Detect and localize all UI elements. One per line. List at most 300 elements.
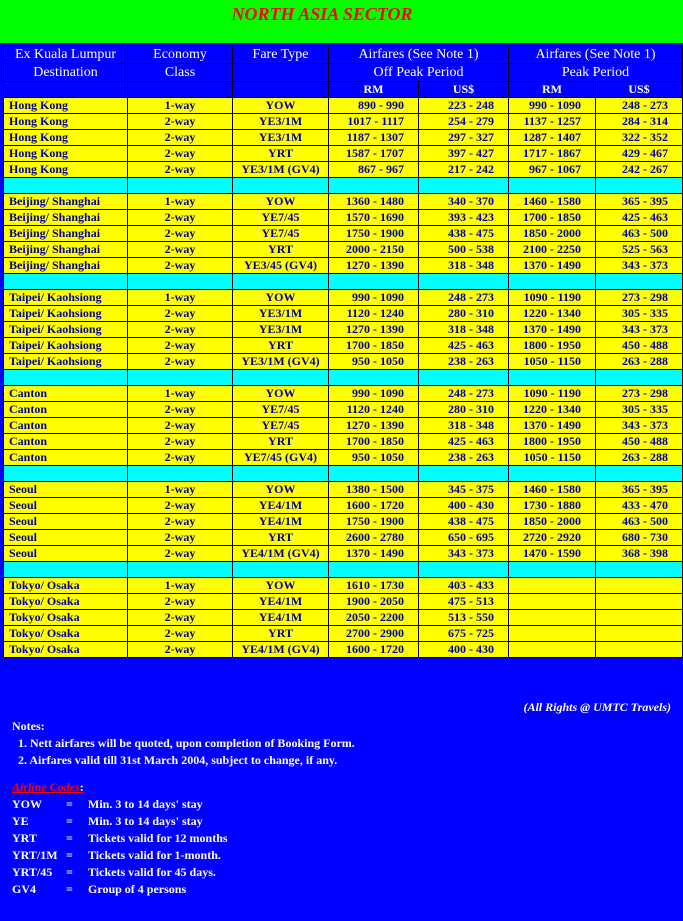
table-cell: 1220 - 1340	[509, 402, 596, 418]
table-cell: 425 - 463	[419, 434, 509, 450]
separator-cell	[509, 178, 596, 194]
table-cell: 1460 - 1580	[509, 482, 596, 498]
separator-cell	[329, 274, 419, 290]
table-cell: 1370 - 1490	[509, 418, 596, 434]
airline-code: YE	[12, 814, 29, 828]
table-cell: Taipei/ Kaohsiong	[4, 290, 128, 306]
table-row	[4, 642, 683, 658]
airline-code-row	[12, 864, 355, 881]
table-cell: 400 - 430	[419, 498, 509, 514]
table-cell: 2600 - 2780	[329, 530, 419, 546]
table-cell: Beijing/ Shanghai	[4, 258, 128, 274]
notes-section	[12, 718, 355, 898]
table-cell: 1270 - 1390	[329, 322, 419, 338]
separator-cell	[419, 466, 509, 482]
table-cell: 1050 - 1150	[509, 450, 596, 466]
table-cell: 425 - 463	[596, 210, 683, 226]
table-cell: 403 - 433	[419, 578, 509, 594]
table-cell: Tokyo/ Osaka	[4, 626, 128, 642]
table-cell: Taipei/ Kaohsiong	[4, 306, 128, 322]
separator-row	[4, 370, 683, 386]
table-cell: 368 - 398	[596, 546, 683, 562]
table-cell: 343 - 373	[596, 258, 683, 274]
table-cell: YE4/1M (GV4)	[233, 546, 329, 562]
table-cell	[596, 626, 683, 642]
table-cell: 967 - 1067	[509, 162, 596, 178]
header-cell: US$	[596, 82, 683, 98]
table-cell	[596, 642, 683, 658]
table-cell: 1700 - 1850	[329, 338, 419, 354]
separator-cell	[128, 562, 233, 578]
table-cell: Taipei/ Kaohsiong	[4, 338, 128, 354]
separator-cell	[329, 178, 419, 194]
table-cell: YE7/45	[233, 210, 329, 226]
airline-code: GV4	[12, 882, 36, 896]
separator-cell	[509, 370, 596, 386]
table-cell: Seoul	[4, 482, 128, 498]
table-cell: YRT	[233, 338, 329, 354]
separator-cell	[4, 562, 128, 578]
separator-row	[4, 178, 683, 194]
table-cell: 1700 - 1850	[509, 210, 596, 226]
table-cell: 890 - 990	[329, 98, 419, 114]
separator-cell	[509, 274, 596, 290]
table-cell: Taipei/ Kaohsiong	[4, 354, 128, 370]
separator-cell	[233, 178, 329, 194]
table-cell: 1370 - 1490	[509, 258, 596, 274]
table-cell: 950 - 1050	[329, 450, 419, 466]
table-cell: Canton	[4, 386, 128, 402]
table-cell: Hong Kong	[4, 98, 128, 114]
table-cell: 680 - 730	[596, 530, 683, 546]
table-cell: 318 - 348	[419, 322, 509, 338]
table-cell: 1610 - 1730	[329, 578, 419, 594]
table-cell: 1120 - 1240	[329, 306, 419, 322]
header-cell: RM	[509, 82, 596, 98]
table-cell: 2-way	[128, 306, 233, 322]
airline-code-row	[12, 881, 355, 898]
table-cell: 2-way	[128, 642, 233, 658]
table-cell: 1800 - 1950	[509, 434, 596, 450]
airline-code-row	[12, 830, 355, 847]
table-cell: 322 - 352	[596, 130, 683, 146]
table-cell: Seoul	[4, 546, 128, 562]
table-cell: 429 - 467	[596, 146, 683, 162]
header-cell	[4, 82, 128, 98]
table-cell: YOW	[233, 290, 329, 306]
table-cell: 318 - 348	[419, 418, 509, 434]
table-cell: 1-way	[128, 290, 233, 306]
table-cell: 343 - 373	[596, 418, 683, 434]
separator-cell	[419, 370, 509, 386]
fares-table-body	[4, 46, 683, 658]
airline-code-desc: Min. 3 to 14 days' stay	[88, 814, 203, 828]
table-row	[4, 338, 683, 354]
table-cell: YOW	[233, 386, 329, 402]
table-cell: 2-way	[128, 354, 233, 370]
table-cell: 1587 - 1707	[329, 146, 419, 162]
table-cell	[509, 610, 596, 626]
table-cell: 238 - 263	[419, 450, 509, 466]
table-cell: YE7/45	[233, 402, 329, 418]
table-row	[4, 354, 683, 370]
airline-codes-list	[12, 796, 355, 898]
table-cell: YOW	[233, 98, 329, 114]
table-cell: Seoul	[4, 498, 128, 514]
table-cell: Hong Kong	[4, 130, 128, 146]
table-cell: Beijing/ Shanghai	[4, 194, 128, 210]
separator-cell	[128, 466, 233, 482]
separator-cell	[329, 370, 419, 386]
table-cell: Canton	[4, 418, 128, 434]
table-cell: 433 - 470	[596, 498, 683, 514]
table-cell: YE4/1M	[233, 498, 329, 514]
note-item: 2. Airfares valid till 31st March 2004, subject to change, if any.	[18, 753, 338, 767]
table-cell: Beijing/ Shanghai	[4, 242, 128, 258]
airline-code: YRT/1M	[12, 848, 58, 862]
table-cell: YE4/1M	[233, 610, 329, 626]
table-cell: Tokyo/ Osaka	[4, 578, 128, 594]
table-cell: 2720 - 2920	[509, 530, 596, 546]
table-cell: 1460 - 1580	[509, 194, 596, 210]
table-cell: 305 - 335	[596, 306, 683, 322]
separator-cell	[596, 370, 683, 386]
table-cell: 248 - 273	[596, 98, 683, 114]
header-cell	[128, 82, 233, 98]
table-cell: YOW	[233, 578, 329, 594]
airline-code-equals: =	[66, 831, 73, 845]
table-cell: 400 - 430	[419, 642, 509, 658]
airline-code-desc: Tickets valid for 1-month.	[88, 848, 221, 862]
table-cell: 450 - 488	[596, 338, 683, 354]
table-cell: 2-way	[128, 530, 233, 546]
table-cell: 1090 - 1190	[509, 290, 596, 306]
table-row	[4, 482, 683, 498]
table-cell: Seoul	[4, 530, 128, 546]
header-cell	[233, 64, 329, 82]
table-cell: YOW	[233, 194, 329, 210]
header-row	[4, 64, 683, 82]
separator-cell	[4, 370, 128, 386]
separator-cell	[233, 466, 329, 482]
table-cell: Taipei/ Kaohsiong	[4, 322, 128, 338]
table-row	[4, 498, 683, 514]
table-cell: 343 - 373	[419, 546, 509, 562]
airline-code-row	[12, 813, 355, 830]
separator-cell	[128, 178, 233, 194]
table-cell: 217 - 242	[419, 162, 509, 178]
airline-code: YOW	[12, 797, 42, 811]
table-cell: Canton	[4, 402, 128, 418]
table-cell: 1600 - 1720	[329, 498, 419, 514]
airline-code-equals: =	[66, 797, 73, 811]
table-cell: 1050 - 1150	[509, 354, 596, 370]
table-cell: 397 - 427	[419, 146, 509, 162]
table-cell: 1850 - 2000	[509, 226, 596, 242]
table-cell: YRT	[233, 434, 329, 450]
header-row	[4, 46, 683, 64]
table-cell: 1017 - 1117	[329, 114, 419, 130]
table-cell: 1717 - 1867	[509, 146, 596, 162]
table-cell: 2-way	[128, 258, 233, 274]
table-cell: YRT	[233, 530, 329, 546]
table-cell: 2000 - 2150	[329, 242, 419, 258]
table-cell: 2-way	[128, 514, 233, 530]
table-cell: YE3/1M	[233, 130, 329, 146]
table-cell: 2-way	[128, 402, 233, 418]
table-cell: 318 - 348	[419, 258, 509, 274]
table-cell: 2-way	[128, 146, 233, 162]
header-cell: Economy	[128, 46, 233, 64]
table-row	[4, 162, 683, 178]
table-cell: 1287 - 1407	[509, 130, 596, 146]
separator-row	[4, 274, 683, 290]
table-cell: Hong Kong	[4, 146, 128, 162]
separator-cell	[509, 562, 596, 578]
table-cell: 438 - 475	[419, 226, 509, 242]
table-cell: YRT	[233, 242, 329, 258]
airline-code-desc: Tickets valid for 12 months	[88, 831, 228, 845]
table-cell: YE3/45 (GV4)	[233, 258, 329, 274]
header-cell	[233, 82, 329, 98]
table-cell: 280 - 310	[419, 306, 509, 322]
separator-cell	[233, 370, 329, 386]
table-cell: 2-way	[128, 114, 233, 130]
table-cell: 284 - 314	[596, 114, 683, 130]
table-cell	[509, 626, 596, 642]
table-row	[4, 578, 683, 594]
table-cell: 1730 - 1880	[509, 498, 596, 514]
header-cell: Peak Period	[509, 64, 683, 82]
separator-cell	[128, 370, 233, 386]
table-cell: 2-way	[128, 546, 233, 562]
header-row	[4, 82, 683, 98]
table-cell: 238 - 263	[419, 354, 509, 370]
table-cell: YE3/1M (GV4)	[233, 162, 329, 178]
table-cell: 650 - 695	[419, 530, 509, 546]
table-cell: 450 - 488	[596, 434, 683, 450]
airline-code-row	[12, 847, 355, 864]
table-cell: Tokyo/ Osaka	[4, 610, 128, 626]
table-cell: 1270 - 1390	[329, 418, 419, 434]
table-cell: 2050 - 2200	[329, 610, 419, 626]
table-row	[4, 546, 683, 562]
table-cell: 463 - 500	[596, 226, 683, 242]
table-cell: 1750 - 1900	[329, 226, 419, 242]
table-cell: 1600 - 1720	[329, 642, 419, 658]
table-row	[4, 530, 683, 546]
separator-row	[4, 562, 683, 578]
separator-cell	[596, 466, 683, 482]
table-cell: 2-way	[128, 498, 233, 514]
table-cell: 1850 - 2000	[509, 514, 596, 530]
table-cell: 2-way	[128, 594, 233, 610]
table-cell	[509, 578, 596, 594]
table-cell	[509, 642, 596, 658]
table-cell	[509, 594, 596, 610]
separator-cell	[128, 274, 233, 290]
table-row	[4, 306, 683, 322]
page-title: NORTH ASIA SECTOR	[231, 4, 413, 24]
table-cell: 2-way	[128, 130, 233, 146]
table-cell: Beijing/ Shanghai	[4, 226, 128, 242]
table-cell: 2-way	[128, 210, 233, 226]
table-row	[4, 226, 683, 242]
table-row	[4, 290, 683, 306]
header-cell: Ex Kuala Lumpur	[4, 46, 128, 64]
copyright-note: (All Rights @ UMTC Travels)	[523, 700, 671, 714]
table-cell	[596, 578, 683, 594]
table-cell: 254 - 279	[419, 114, 509, 130]
table-cell: 475 - 513	[419, 594, 509, 610]
separator-cell	[233, 274, 329, 290]
table-cell: Hong Kong	[4, 114, 128, 130]
table-row	[4, 114, 683, 130]
table-row	[4, 242, 683, 258]
table-row	[4, 434, 683, 450]
table-cell: 2-way	[128, 610, 233, 626]
table-cell: 273 - 298	[596, 386, 683, 402]
table-cell: 248 - 273	[419, 290, 509, 306]
airline-code-equals: =	[66, 814, 73, 828]
table-cell: 525 - 563	[596, 242, 683, 258]
airline-code: YRT/45	[12, 865, 53, 879]
table-row	[4, 514, 683, 530]
table-cell: 2700 - 2900	[329, 626, 419, 642]
table-cell: 365 - 395	[596, 194, 683, 210]
table-row	[4, 146, 683, 162]
table-cell: 1370 - 1490	[329, 546, 419, 562]
table-cell	[596, 610, 683, 626]
table-cell: 1120 - 1240	[329, 402, 419, 418]
table-cell: YE3/1M	[233, 114, 329, 130]
table-cell: 513 - 550	[419, 610, 509, 626]
table-cell: 1-way	[128, 98, 233, 114]
table-cell: Tokyo/ Osaka	[4, 642, 128, 658]
table-cell: YE7/45	[233, 418, 329, 434]
header-cell: Fare Type	[233, 46, 329, 64]
header-cell: RM	[329, 82, 419, 98]
table-row	[4, 194, 683, 210]
table-cell: 2-way	[128, 418, 233, 434]
table-cell: 500 - 538	[419, 242, 509, 258]
separator-cell	[596, 274, 683, 290]
airline-codes-colon: :	[79, 780, 84, 794]
table-cell: Tokyo/ Osaka	[4, 594, 128, 610]
table-cell: 2-way	[128, 242, 233, 258]
table-row	[4, 402, 683, 418]
table-cell: 280 - 310	[419, 402, 509, 418]
table-cell: YE4/1M (GV4)	[233, 642, 329, 658]
table-cell	[596, 594, 683, 610]
table-cell: 223 - 248	[419, 98, 509, 114]
airline-code: YRT	[12, 831, 37, 845]
table-cell: Beijing/ Shanghai	[4, 210, 128, 226]
separator-cell	[596, 178, 683, 194]
header-cell: Destination	[4, 64, 128, 82]
airline-code-row	[12, 796, 355, 813]
table-cell: 365 - 395	[596, 482, 683, 498]
table-cell: 1090 - 1190	[509, 386, 596, 402]
separator-cell	[596, 562, 683, 578]
header-cell: Airfares (See Note 1)	[329, 46, 509, 64]
table-row	[4, 210, 683, 226]
table-row	[4, 450, 683, 466]
table-row	[4, 130, 683, 146]
table-cell: YE7/45 (GV4)	[233, 450, 329, 466]
table-cell: 1-way	[128, 578, 233, 594]
table-cell: 242 - 267	[596, 162, 683, 178]
table-cell: 1700 - 1850	[329, 434, 419, 450]
table-cell: Canton	[4, 434, 128, 450]
fares-table	[3, 45, 683, 658]
table-cell: 438 - 475	[419, 514, 509, 530]
separator-cell	[233, 562, 329, 578]
table-cell: YOW	[233, 482, 329, 498]
table-row	[4, 386, 683, 402]
table-cell: 340 - 370	[419, 194, 509, 210]
table-cell: 1187 - 1307	[329, 130, 419, 146]
table-cell: YRT	[233, 626, 329, 642]
airline-code-desc: Group of 4 persons	[88, 882, 187, 896]
separator-cell	[509, 466, 596, 482]
table-cell: 675 - 725	[419, 626, 509, 642]
table-cell: 248 - 273	[419, 386, 509, 402]
table-cell: 1-way	[128, 194, 233, 210]
table-cell: 1137 - 1257	[509, 114, 596, 130]
airline-code-equals: =	[66, 882, 73, 896]
table-cell: 263 - 288	[596, 354, 683, 370]
separator-cell	[329, 466, 419, 482]
table-row	[4, 610, 683, 626]
table-row	[4, 322, 683, 338]
table-cell: 1-way	[128, 386, 233, 402]
table-cell: YE4/1M	[233, 514, 329, 530]
table-cell: YE3/1M	[233, 306, 329, 322]
table-row	[4, 594, 683, 610]
table-cell: 343 - 373	[596, 322, 683, 338]
table-row	[4, 98, 683, 114]
table-row	[4, 258, 683, 274]
table-cell: 1570 - 1690	[329, 210, 419, 226]
table-cell: YRT	[233, 146, 329, 162]
table-cell: Seoul	[4, 514, 128, 530]
note-item: 1. Nett airfares will be quoted, upon completion of Booking Form.	[18, 736, 355, 750]
table-cell: 2-way	[128, 626, 233, 642]
table-cell: 2-way	[128, 450, 233, 466]
table-cell: 867 - 967	[329, 162, 419, 178]
table-cell: 990 - 1090	[329, 386, 419, 402]
table-cell: YE3/1M (GV4)	[233, 354, 329, 370]
table-cell: YE7/45	[233, 226, 329, 242]
table-cell: 425 - 463	[419, 338, 509, 354]
airline-code-desc: Tickets valid for 45 days.	[88, 865, 216, 879]
table-cell: 950 - 1050	[329, 354, 419, 370]
separator-row	[4, 466, 683, 482]
table-cell: YE4/1M	[233, 594, 329, 610]
table-cell: 2100 - 2250	[509, 242, 596, 258]
header-cell: Airfares (See Note 1)	[509, 46, 683, 64]
separator-cell	[4, 466, 128, 482]
table-cell: 2-way	[128, 162, 233, 178]
table-cell: 1-way	[128, 482, 233, 498]
airline-codes-heading	[12, 779, 355, 796]
separator-cell	[4, 178, 128, 194]
airline-codes-title: Airline Codes	[12, 780, 80, 794]
separator-cell	[419, 178, 509, 194]
table-cell: 297 - 327	[419, 130, 509, 146]
table-cell: 263 - 288	[596, 450, 683, 466]
